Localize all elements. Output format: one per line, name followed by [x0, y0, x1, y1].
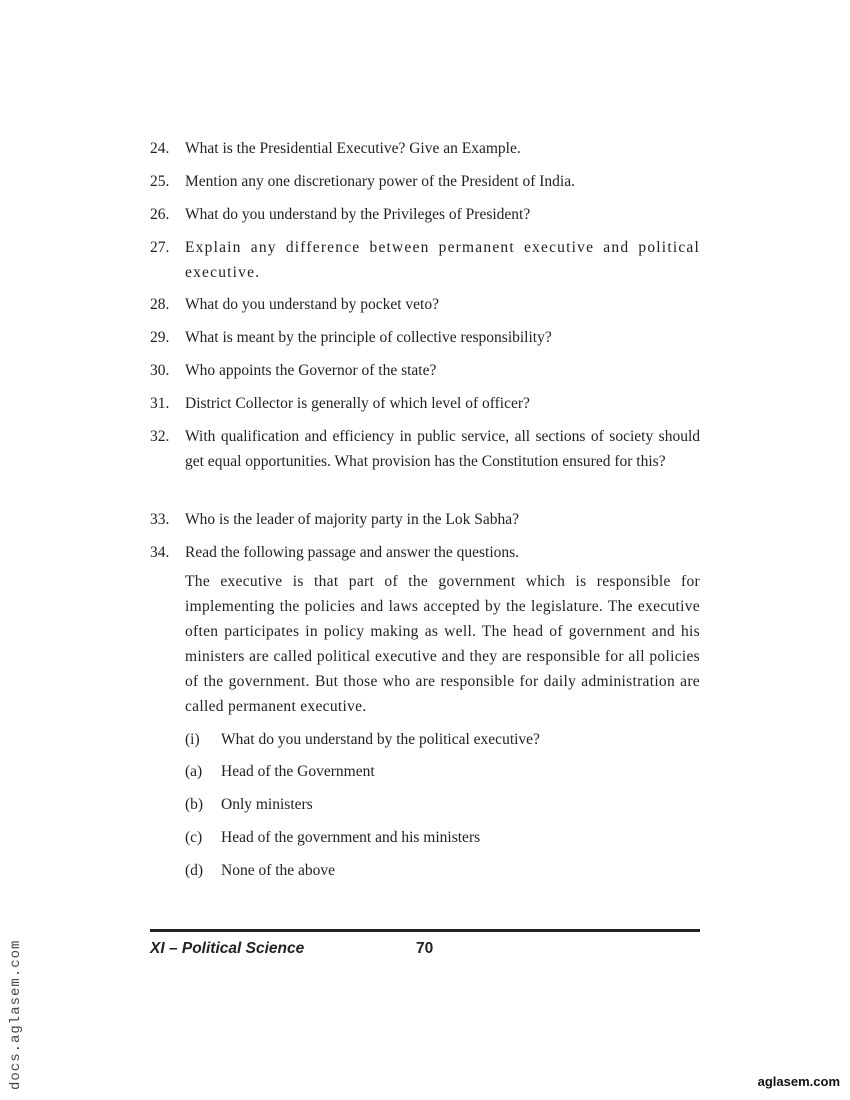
- question-number: 30.: [150, 362, 170, 379]
- question-text: What do you understand by pocket veto?: [185, 296, 439, 313]
- question-number: 32.: [150, 428, 170, 445]
- question-text: Mention any one discretionary power of the President of India.: [185, 173, 575, 190]
- question-number: 29.: [150, 329, 170, 346]
- question-number: 24.: [150, 140, 170, 157]
- question-31: [150, 391, 700, 416]
- question-30: [150, 358, 700, 383]
- question-text: What is the Presidential Executive? Give an Example.: [185, 140, 521, 157]
- brand-link[interactable]: aglasem.com: [757, 1074, 840, 1089]
- question-34: [150, 540, 700, 565]
- footer-divider: [150, 929, 700, 932]
- question-number: 26.: [150, 206, 170, 223]
- question-number: 33.: [150, 511, 170, 528]
- question-26: [150, 202, 700, 227]
- question-text: What is meant by the principle of collective responsibility?: [185, 329, 552, 346]
- question-24: [150, 136, 700, 161]
- question-32: [150, 424, 700, 474]
- question-text: Who is the leader of majority party in the Lok Sabha?: [185, 511, 520, 528]
- question-text: Read the following passage and answer the questions.: [185, 544, 520, 561]
- option-label: (b): [185, 796, 204, 813]
- question-text: Explain any difference between permanent executive and political executive.: [185, 239, 700, 281]
- question-number: 34.: [150, 544, 170, 561]
- question-text: What do you understand by the Privileges of President?: [185, 206, 531, 223]
- question-number: 25.: [150, 173, 170, 190]
- option-label: (c): [185, 829, 203, 846]
- option-text: Only ministers: [221, 796, 313, 813]
- question-number: 31.: [150, 395, 170, 412]
- sub-question: [185, 727, 540, 752]
- option-c: [185, 825, 480, 850]
- footer-subject: XI – Political Science: [150, 940, 305, 957]
- question-28: [150, 292, 700, 317]
- question-27: [150, 235, 700, 285]
- option-text: None of the above: [221, 862, 336, 879]
- option-label: (d): [185, 862, 204, 879]
- passage: The executive is that part of the government which is responsible for implementing the policies and laws accepted by the legislature. The executive often participates in policy making as well. The head of government and his ministers are called political executive and they are responsible for all policies of the government. But those who are responsible for daily administration are called permanent executive.: [185, 573, 700, 715]
- question-25: [150, 169, 700, 194]
- question-number: 27.: [150, 239, 170, 256]
- sub-question-text: What do you understand by the political executive?: [221, 731, 540, 748]
- option-b: [185, 792, 313, 817]
- question-number: 28.: [150, 296, 170, 313]
- question-text: District Collector is generally of which level of officer?: [185, 395, 530, 412]
- sub-question-label: (i): [185, 731, 200, 748]
- question-text: With qualification and efficiency in public service, all sections of society should get equal opportunities. What provision has the Constitution ensured for this?: [185, 428, 700, 470]
- option-text: Head of the government and his ministers: [221, 829, 481, 846]
- option-a: [185, 759, 375, 784]
- question-29: [150, 325, 700, 350]
- question-text: Who appoints the Governor of the state?: [185, 362, 437, 379]
- question-33: [150, 507, 700, 532]
- option-label: (a): [185, 763, 203, 780]
- option-text: Head of the Government: [221, 763, 375, 780]
- option-d: [185, 858, 335, 883]
- page-number: 70: [416, 940, 434, 957]
- side-watermark: docs.aglasem.com: [8, 939, 24, 1090]
